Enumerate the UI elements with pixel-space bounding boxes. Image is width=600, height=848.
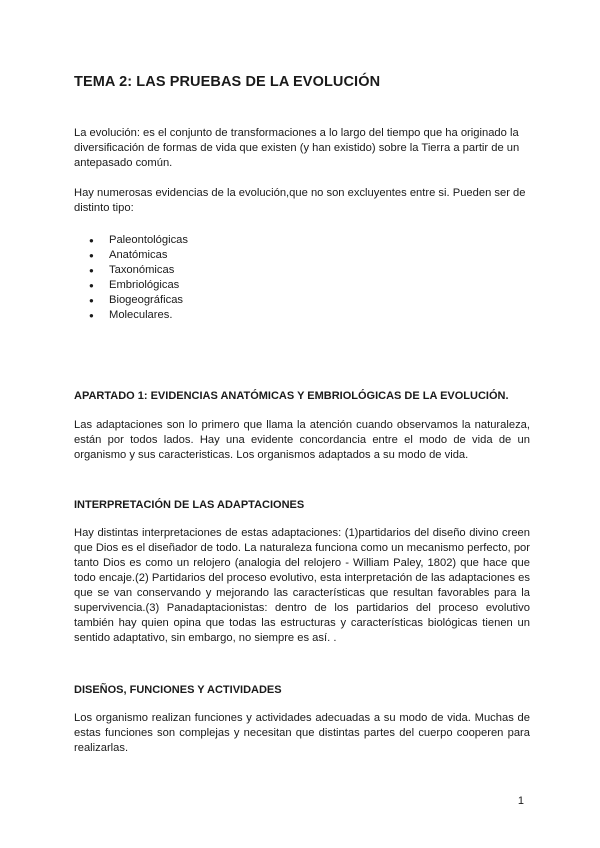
section3-text: Los organismo realizan funciones y actividades adecuadas a su modo de vida. Muchas de estas funciones son complejas y necesitan que distintas partes del cuerpo cooperen para realizarlas. — [74, 712, 530, 754]
list-item: ● Taxonómicas — [74, 263, 188, 278]
section1-text: Las adaptaciones son lo primero que llama la atención cuando observamos la naturaleza, están por todos lados. Hay una evidente concordancia entre el modo de vida de un organismo y sus caracteristicas. Los organismos adaptados a su modo de vida. — [74, 419, 530, 461]
list-item: ● Anatómicas — [74, 248, 188, 263]
list-item: ● Embriológicas — [74, 278, 188, 293]
section1-heading: APARTADO 1: EVIDENCIAS ANATÓMICAS Y EMBRIOLÓGICAS DE LA EVOLUCIÓN. — [74, 390, 509, 402]
list-item: ● Paleontológicas — [74, 233, 188, 248]
evolution-definition: La evolución: es el conjunto de transformaciones a lo largo del tiempo que ha originado la diversificación de formas de vida que existen (y han existido) sobre la Tierra a partir de un antepasado común. — [74, 127, 520, 169]
page-number: 1 — [517, 795, 524, 807]
list-item: ● Biogeográficas — [74, 293, 188, 308]
section2-text: Hay distintas interpretaciones de estas adaptaciones: (1)partidarios del diseño divino creen que Dios es el diseñador de todo. La naturaleza funciona como un mecanismo perfecto, por tanto Dios es como un relojero (analogia del relojero - William Paley, 1802) que hace que todo encaje.(2) Partidarios del proceso evolutivo, esta interpretación de las adaptaciones es que se van conservando y mejorando las características que resultan favorables para la supervivencia.(3) Panadaptacionistas: dentro de los partidarios del proceso evolutivo también hay quien opina que todas las estructuras y características biológicas tienen un sentido adaptativo, sin embargo, no siempre es así. . — [74, 527, 530, 644]
evidences-intro: Hay numerosas evidencias de la evolución,que no son excluyentes entre si. Pueden ser de distinto tipo: — [74, 187, 526, 214]
evidence-types-list — [74, 233, 188, 323]
section2-heading: INTERPRETACIÓN DE LAS ADAPTACIONES — [74, 499, 305, 511]
document-title: TEMA 2: LAS PRUEBAS DE LA EVOLUCIÓN — [74, 74, 381, 90]
list-item: ● Moleculares. — [74, 308, 188, 323]
section3-heading: DISEÑOS, FUNCIONES Y ACTIVIDADES — [74, 684, 282, 696]
